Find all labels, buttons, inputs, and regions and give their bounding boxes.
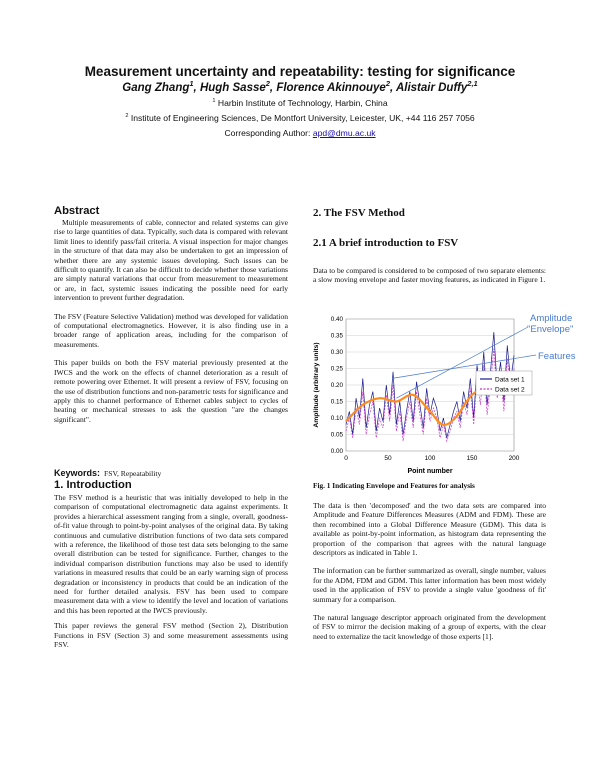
keywords-label: Keywords: bbox=[54, 468, 101, 478]
author-name: Gang Zhang bbox=[122, 82, 190, 94]
x-tick-label: 0 bbox=[344, 455, 348, 462]
section2-paragraph: The natural language descriptor approach originated from the development of FSV to mirror the decision making of a group of experts, with the clear need to externalize the tacit knowledge of those experts [1]. bbox=[313, 613, 546, 641]
abstract-body bbox=[54, 218, 288, 424]
y-tick-label: 0.40 bbox=[330, 316, 343, 323]
affiliation-1 bbox=[0, 98, 600, 108]
x-tick-label: 200 bbox=[508, 455, 520, 462]
affiliation-2 bbox=[0, 113, 600, 123]
section2-heading: 2. The FSV Method bbox=[313, 207, 405, 219]
author-name: Alistair Duffy bbox=[395, 82, 468, 94]
section2-paragraph: The data is then 'decomposed' and the two data sets are compared into Amplitude and Feature Differences Measures (ADM and FDM). These are then recombined into a Global Difference Measure (GDM). This data is available as point-by-point information, as histogram data representing the proportion of the comparison that agrees with the natural language descriptors as indicated in Table 1. bbox=[313, 501, 546, 558]
y-tick-label: 0.30 bbox=[330, 349, 343, 356]
y-tick-label: 0.15 bbox=[330, 398, 343, 406]
affiliation-text: Harbin Institute of Technology, Harbin, China bbox=[217, 98, 388, 108]
figure-1-chart bbox=[308, 305, 593, 477]
introduction-paragraph: The FSV method is a heuristic that was initially developed to help in the comparison of computational electromagnetic data against experiments. It provides a hierarchical assessment ranging from a single, overall, goodness-of-fit value through to point-by-point analyses of the original data. By taking continuous and cumulative distribution functions of two data sets compared with a reference, the likelihood of those test data sets belonging to the same overall distribution can be tested for significance. Further, changes to the individual comparison distribution functions may also be used to identify variations in measured results that could be an early warning sign of process degradation or inconsistency in products that could be an indication of the need for further detailed analysis. FSV has been used to compare measurement data with a view to identify the level and location of variations and this has been reported at the IWCS previously. bbox=[54, 493, 288, 615]
x-tick-label: 150 bbox=[466, 455, 478, 462]
abstract-paragraph: Multiple measurements of cable, connector and related systems can give rise to large quantities of data. Typically, such data is compared with relevant limit lines to identify pass/fail criteria. A visual inspection for major changes in the structure of that data may also be undertaken to get an impression of whether there are any systemic issues developing. Such issues can be difficult to quantify. It can also be difficult to decide whether those variations are simply natural variations that occur from measurement to measurement or are, in fact, systemic issues indicating the possible need for early intervention to prevent further degradation. bbox=[54, 218, 288, 303]
legend-label-set1: Data set 1 bbox=[495, 376, 525, 384]
y-tick-label: 0.20 bbox=[330, 382, 343, 389]
keywords-value: FSV, Repeatability bbox=[104, 469, 162, 478]
introduction-body bbox=[54, 493, 288, 650]
abstract-heading: Abstract bbox=[54, 205, 100, 217]
y-tick-label: 0.00 bbox=[330, 448, 343, 455]
y-tick-label: 0.10 bbox=[330, 415, 343, 422]
section2-body bbox=[313, 501, 546, 641]
email-link[interactable]: apd@dmu.ac.uk bbox=[312, 128, 376, 138]
corresponding-label: Corresponding Author: bbox=[224, 128, 311, 138]
paper-title: Measurement uncertainty and repeatability: testing for significance bbox=[84, 64, 516, 79]
author-sup: 1 bbox=[189, 79, 194, 89]
y-ticks bbox=[331, 316, 344, 455]
annotation-features: Features bbox=[538, 351, 576, 362]
annotation-amplitude: Amplitude bbox=[530, 313, 573, 324]
legend-label-set2: Data set 2 bbox=[495, 386, 525, 394]
affiliation-sup: 2 bbox=[125, 113, 129, 120]
section2-paragraph: The information can be further summarized as overall, single number, values for the ADM, FDM and GDM. This latter information has been most widely used in the application of FSV to provide a single value 'goodness of fit' summary for a comparison. bbox=[313, 566, 546, 604]
y-tick-label: 0.35 bbox=[330, 332, 343, 340]
author-name: Hugh Sasse bbox=[199, 82, 266, 94]
x-ticks bbox=[344, 455, 520, 462]
author-sup: 2 bbox=[265, 79, 270, 89]
author-sup: 2,1 bbox=[467, 79, 478, 89]
section21-heading: 2.1 A brief introduction to FSV bbox=[313, 237, 459, 249]
affiliation-text: Institute of Engineering Sciences, De Montfort University, Leicester, UK, +44 116 257 7056 bbox=[130, 113, 475, 123]
legend bbox=[476, 371, 532, 395]
abstract-paragraph: The FSV (Feature Selective Validation) method was developed for validation of computational electromagnetics. However, it is also finding use in a broader range of application areas, including for the comparison of measurements. bbox=[54, 311, 288, 349]
x-tick-label: 50 bbox=[384, 455, 392, 462]
author-list: Gang Zhang$^1$, Hugh Sasse$^2$, Florence Akinnouye$^2$, Alistair Duffy$^{2,1}$ bbox=[122, 79, 478, 94]
y-axis-label: Amplitude (arbitrary units) bbox=[313, 342, 320, 428]
corresponding-author bbox=[0, 128, 600, 138]
author-name: Florence Akinnouye bbox=[276, 82, 386, 94]
author-sup: 2 bbox=[385, 79, 390, 89]
annotation-envelope: "Envelope" bbox=[527, 324, 574, 335]
x-axis-label: Point number bbox=[407, 468, 453, 475]
figure-caption: Fig. 1 Indicating Envelope and Features for analysis bbox=[313, 481, 475, 490]
introduction-paragraph: This paper reviews the general FSV method (Section 2), Distribution Functions in FSV (Section 3) and some measurement assessments using FSV. bbox=[54, 621, 288, 650]
section2-intro-paragraph: Data to be compared is considered to be composed of two separate elements: a slow moving envelope and faster moving features, as indicated in Figure 1. bbox=[313, 266, 546, 285]
abstract-paragraph: This paper builds on both the FSV material previously presented at the IWCS and the work on the effects of channel deterioration as a result of remote powering over Ethernet. It will present a review of FSV, focusing on the use of distribution functions and non-parametric tests for significance and apply this to channel performance of Ethernet cables subject to cycles of heating or mechanical stresses to ask the question "are the changes significant". bbox=[54, 358, 288, 424]
affiliation-sup: 1 bbox=[212, 98, 216, 105]
introduction-heading: 1. Introduction bbox=[54, 479, 132, 491]
y-tick-label: 0.25 bbox=[330, 365, 343, 373]
x-tick-label: 100 bbox=[424, 455, 436, 462]
y-tick-label: 0.05 bbox=[330, 431, 343, 439]
